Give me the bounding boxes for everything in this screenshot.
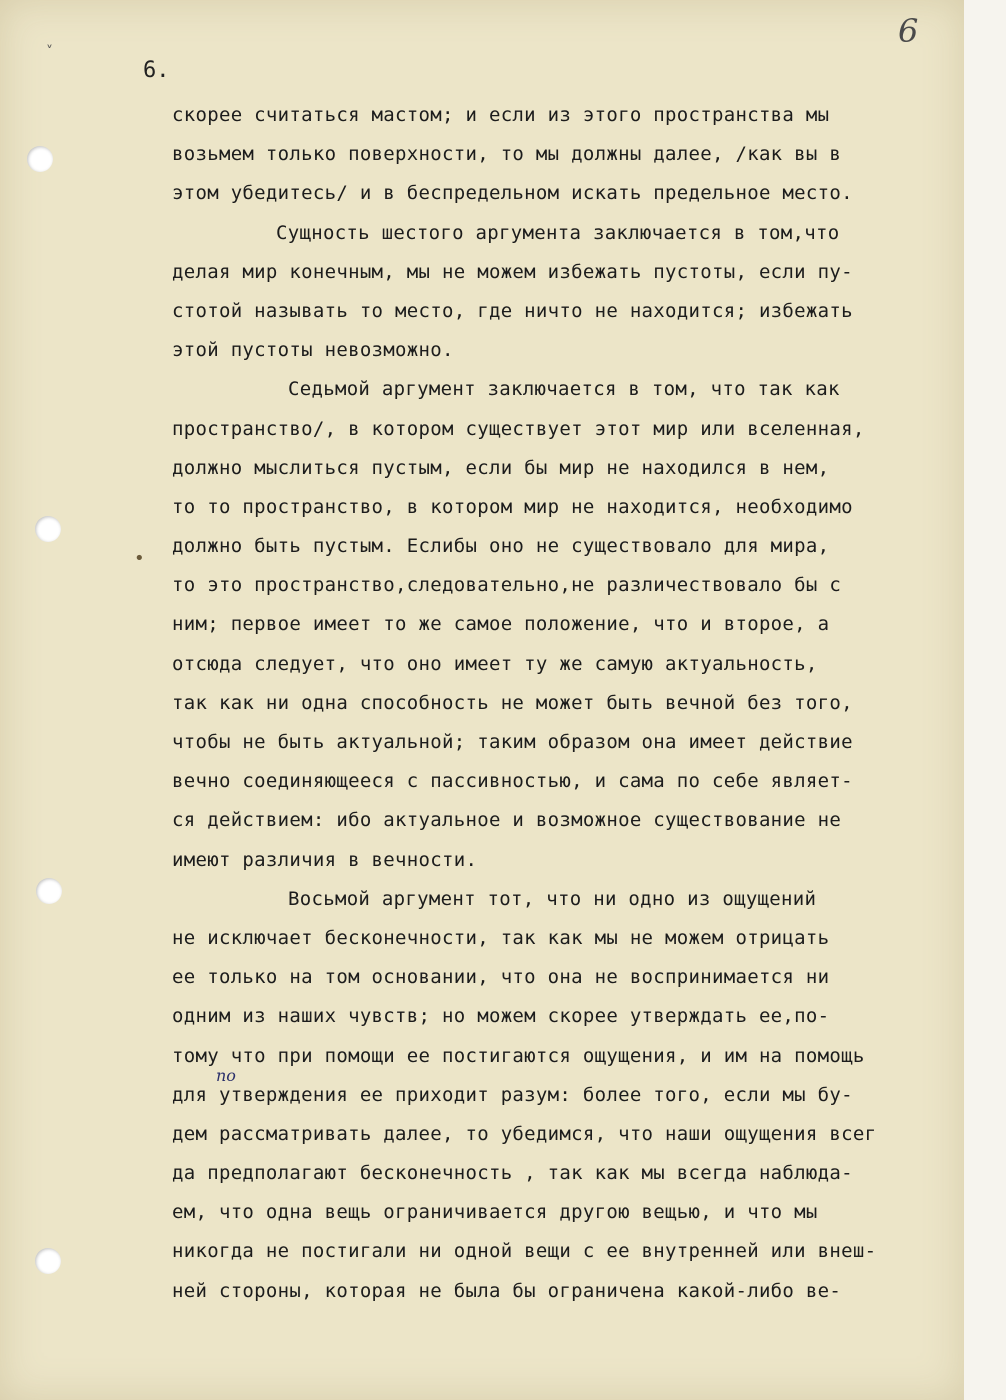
text-line: должно быть пустым. Еслибы оно не существовало для мира, [172, 535, 830, 558]
text-line: имеют различия в вечности. [172, 848, 478, 871]
handwritten-page-number: 6 [898, 12, 919, 50]
text-line: вечно соединяющееся с пассивностью, и сама по себе являет- [172, 770, 853, 793]
punch-hole [35, 1248, 61, 1274]
text-line: ем, что одна вещь ограничивается другою вещью, и что мы [172, 1201, 818, 1224]
text-line: тому что при помощи ее постигаются ощущения, и им на помощь [172, 1044, 865, 1067]
punch-hole [36, 878, 62, 904]
text-line: стотой называть то место, где ничто не находится; избежать [172, 299, 853, 322]
text-line: должно мыслиться пустым, если бы мир не находился в нем, [172, 456, 830, 479]
typed-text [172, 96, 962, 1311]
text-line: возьмем только поверхности, то мы должны далее, /как вы в [172, 143, 842, 166]
punch-hole [27, 146, 53, 172]
text-line: так как ни одна способность не может быть вечной без того, [172, 691, 853, 714]
text-line: Сущность шестого аргумента заключается в том,что [276, 221, 840, 244]
text-line: чтобы не быть актуальной; таким образом она имеет действие [172, 731, 853, 753]
text-line: никогда не постигали ни одной вещи с ее внутренней или внеш- [172, 1240, 877, 1263]
text-line: делая мир конечным, мы не можем избежать пустоты, если пу- [172, 260, 853, 283]
text-line: пространство/, в котором существует этот мир или вселенная, [172, 417, 865, 440]
text-line: Седьмой аргумент заключается в том, что так как [288, 378, 840, 401]
text-line: ней стороны, которая не была бы ограничена какой-либо ве- [172, 1279, 842, 1302]
text-line: дем рассматривать далее, то убедимся, что наши ощущения всег [172, 1122, 877, 1145]
text-line: Восьмой аргумент тот, что ни одно из ощущений [288, 887, 817, 910]
punch-hole [35, 516, 61, 542]
text-line: не исключает бесконечности, так как мы не можем отрицать [172, 926, 830, 949]
text-line: для утверждения ее приходит разум: более того, если мы бу- [172, 1083, 853, 1106]
text-line: одним из наших чувств; но можем скорее утверждать ее,по- [172, 1005, 830, 1028]
typed-page-number: 6. [143, 58, 170, 83]
text-line: ся действием: ибо актуальное и возможное существование не [172, 809, 842, 832]
handwritten-correction: по [216, 1066, 236, 1085]
text-line: то это пространство,следовательно,не различествовало бы с [172, 574, 842, 597]
text-line: ним; первое имеет то же самое положение, что и второе, а [172, 613, 830, 636]
text-line: то то пространство, в котором мир не находится, необходимо [172, 495, 853, 518]
text-line: этой пустоты невозможно. [172, 339, 454, 362]
text-line: ее только на том основании, что она не воспринимается ни [172, 966, 830, 989]
margin-mark: • [134, 548, 145, 569]
text-line: отсюда следует, что оно имеет ту же самую актуальность, [172, 652, 818, 675]
text-line: этом убедитесь/ и в беспредельном искать предельное место. [172, 182, 853, 205]
margin-mark: ˅ [46, 44, 53, 60]
text-line: да предполагают бесконечность , так как мы всегда наблюда- [172, 1162, 853, 1185]
page-edge [964, 0, 1006, 1400]
text-line: скорее считаться мастом; и если из этого пространства мы [172, 104, 830, 126]
